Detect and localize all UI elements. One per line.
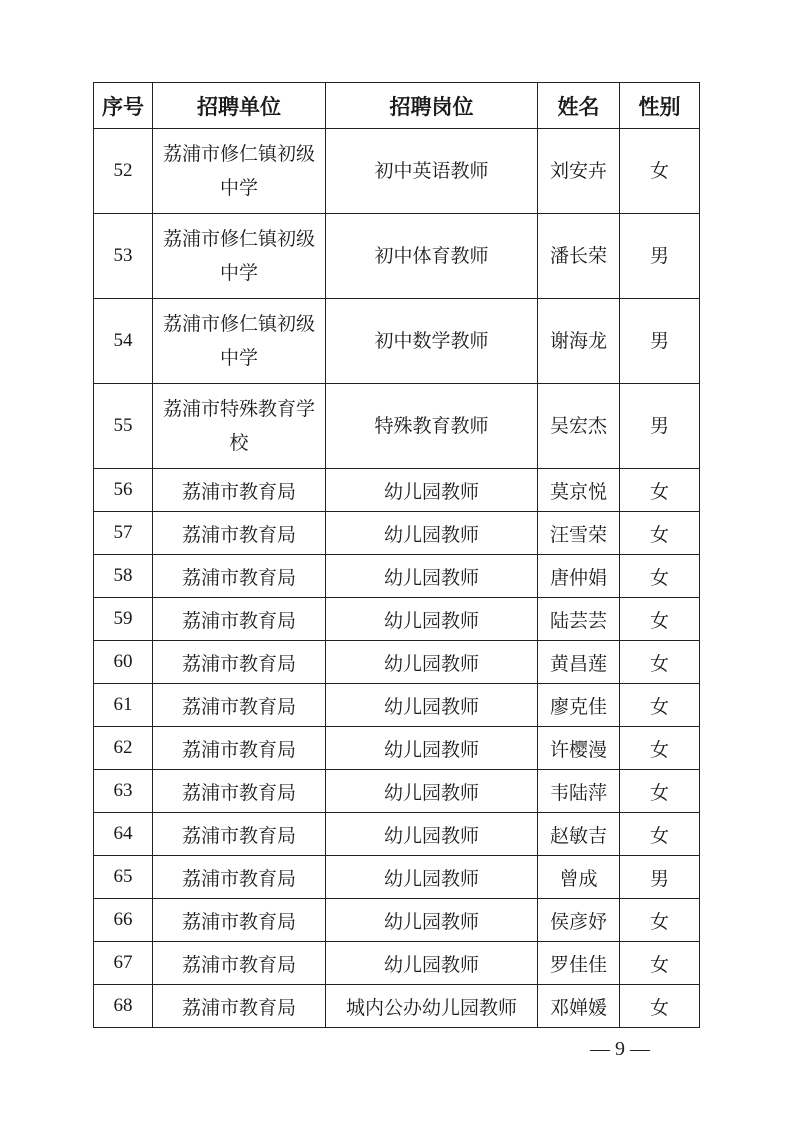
cell-position: 特殊教育教师 xyxy=(326,384,538,469)
cell-gender: 女 xyxy=(620,555,700,598)
cell-unit: 荔浦市教育局 xyxy=(153,641,326,684)
cell-serial: 60 xyxy=(94,641,153,684)
cell-serial: 66 xyxy=(94,899,153,942)
cell-serial: 57 xyxy=(94,512,153,555)
cell-unit: 荔浦市教育局 xyxy=(153,942,326,985)
table-row xyxy=(94,856,700,899)
cell-serial: 58 xyxy=(94,555,153,598)
header-name: 姓名 xyxy=(538,83,620,129)
header-position: 招聘岗位 xyxy=(326,83,538,129)
cell-gender: 女 xyxy=(620,598,700,641)
table-row xyxy=(94,727,700,770)
cell-position: 城内公办幼儿园教师 xyxy=(326,985,538,1028)
table-row xyxy=(94,942,700,985)
cell-position: 幼儿园教师 xyxy=(326,555,538,598)
table-row xyxy=(94,555,700,598)
cell-gender: 女 xyxy=(620,770,700,813)
cell-unit-text: 荔浦市修仁镇初级中学 xyxy=(163,228,316,284)
cell-gender: 男 xyxy=(620,214,700,299)
cell-name: 廖克佳 xyxy=(538,684,620,727)
cell-name: 黄昌莲 xyxy=(538,641,620,684)
table-row xyxy=(94,813,700,856)
cell-unit: 荔浦市教育局 xyxy=(153,512,326,555)
cell-name: 曾成 xyxy=(538,856,620,899)
cell-gender: 女 xyxy=(620,899,700,942)
cell-name: 罗佳佳 xyxy=(538,942,620,985)
cell-name: 侯彦妤 xyxy=(538,899,620,942)
cell-name: 韦陆萍 xyxy=(538,770,620,813)
cell-serial: 65 xyxy=(94,856,153,899)
table-row xyxy=(94,469,700,512)
cell-position: 初中英语教师 xyxy=(326,129,538,214)
cell-unit: 荔浦市教育局 xyxy=(153,813,326,856)
table-row xyxy=(94,299,700,384)
cell-name: 潘长荣 xyxy=(538,214,620,299)
table-row xyxy=(94,641,700,684)
cell-position: 幼儿园教师 xyxy=(326,684,538,727)
cell-position: 幼儿园教师 xyxy=(326,641,538,684)
cell-gender: 男 xyxy=(620,384,700,469)
cell-serial: 55 xyxy=(94,384,153,469)
cell-unit: 荔浦市教育局 xyxy=(153,555,326,598)
cell-position: 幼儿园教师 xyxy=(326,727,538,770)
cell-serial: 68 xyxy=(94,985,153,1028)
cell-gender: 女 xyxy=(620,942,700,985)
cell-position: 幼儿园教师 xyxy=(326,469,538,512)
recruitment-table xyxy=(93,82,700,1028)
cell-serial: 67 xyxy=(94,942,153,985)
table-row xyxy=(94,214,700,299)
cell-name: 赵敏吉 xyxy=(538,813,620,856)
cell-serial: 61 xyxy=(94,684,153,727)
cell-serial: 56 xyxy=(94,469,153,512)
cell-serial: 53 xyxy=(94,214,153,299)
header-unit: 招聘单位 xyxy=(153,83,326,129)
cell-gender: 男 xyxy=(620,856,700,899)
cell-name: 汪雪荣 xyxy=(538,512,620,555)
cell-serial: 54 xyxy=(94,299,153,384)
cell-gender: 女 xyxy=(620,512,700,555)
cell-gender: 女 xyxy=(620,727,700,770)
cell-name: 许樱漫 xyxy=(538,727,620,770)
cell-serial: 62 xyxy=(94,727,153,770)
cell-position: 初中体育教师 xyxy=(326,214,538,299)
cell-gender: 女 xyxy=(620,129,700,214)
cell-unit-text: 荔浦市修仁镇初级中学 xyxy=(163,143,316,199)
cell-name: 唐仲娟 xyxy=(538,555,620,598)
cell-name: 莫京悦 xyxy=(538,469,620,512)
cell-name: 邓婵媛 xyxy=(538,985,620,1028)
cell-unit: 荔浦市教育局 xyxy=(153,770,326,813)
cell-serial: 63 xyxy=(94,770,153,813)
cell-unit: 荔浦市教育局 xyxy=(153,856,326,899)
cell-name: 陆芸芸 xyxy=(538,598,620,641)
cell-unit: 荔浦市教育局 xyxy=(153,469,326,512)
cell-gender: 女 xyxy=(620,985,700,1028)
cell-serial: 52 xyxy=(94,129,153,214)
table-row xyxy=(94,899,700,942)
cell-name: 吴宏杰 xyxy=(538,384,620,469)
cell-serial: 64 xyxy=(94,813,153,856)
table-row xyxy=(94,598,700,641)
table-row xyxy=(94,129,700,214)
cell-unit: 荔浦市教育局 xyxy=(153,598,326,641)
cell-unit-text: 荔浦市特殊教育学校 xyxy=(163,398,316,454)
cell-position: 幼儿园教师 xyxy=(326,899,538,942)
cell-position: 幼儿园教师 xyxy=(326,512,538,555)
cell-gender: 女 xyxy=(620,684,700,727)
cell-serial: 59 xyxy=(94,598,153,641)
table-row xyxy=(94,384,700,469)
table-row xyxy=(94,512,700,555)
cell-position: 幼儿园教师 xyxy=(326,942,538,985)
cell-name: 谢海龙 xyxy=(538,299,620,384)
cell-position: 幼儿园教师 xyxy=(326,813,538,856)
cell-unit xyxy=(153,129,326,214)
cell-unit xyxy=(153,299,326,384)
cell-gender: 女 xyxy=(620,641,700,684)
cell-position: 初中数学教师 xyxy=(326,299,538,384)
cell-unit: 荔浦市教育局 xyxy=(153,727,326,770)
table-row xyxy=(94,684,700,727)
cell-gender: 女 xyxy=(620,469,700,512)
cell-position: 幼儿园教师 xyxy=(326,856,538,899)
cell-unit: 荔浦市教育局 xyxy=(153,899,326,942)
cell-unit-text: 荔浦市修仁镇初级中学 xyxy=(163,313,316,369)
cell-unit xyxy=(153,214,326,299)
page-number: — 9 — xyxy=(590,1038,650,1060)
header-serial: 序号 xyxy=(94,83,153,129)
cell-name: 刘安卉 xyxy=(538,129,620,214)
table-header-row xyxy=(94,83,700,129)
header-gender: 性别 xyxy=(620,83,700,129)
table-row xyxy=(94,770,700,813)
cell-position: 幼儿园教师 xyxy=(326,770,538,813)
cell-gender: 男 xyxy=(620,299,700,384)
cell-unit: 荔浦市教育局 xyxy=(153,985,326,1028)
cell-unit: 荔浦市教育局 xyxy=(153,684,326,727)
cell-gender: 女 xyxy=(620,813,700,856)
cell-unit xyxy=(153,384,326,469)
table-row xyxy=(94,985,700,1028)
cell-position: 幼儿园教师 xyxy=(326,598,538,641)
